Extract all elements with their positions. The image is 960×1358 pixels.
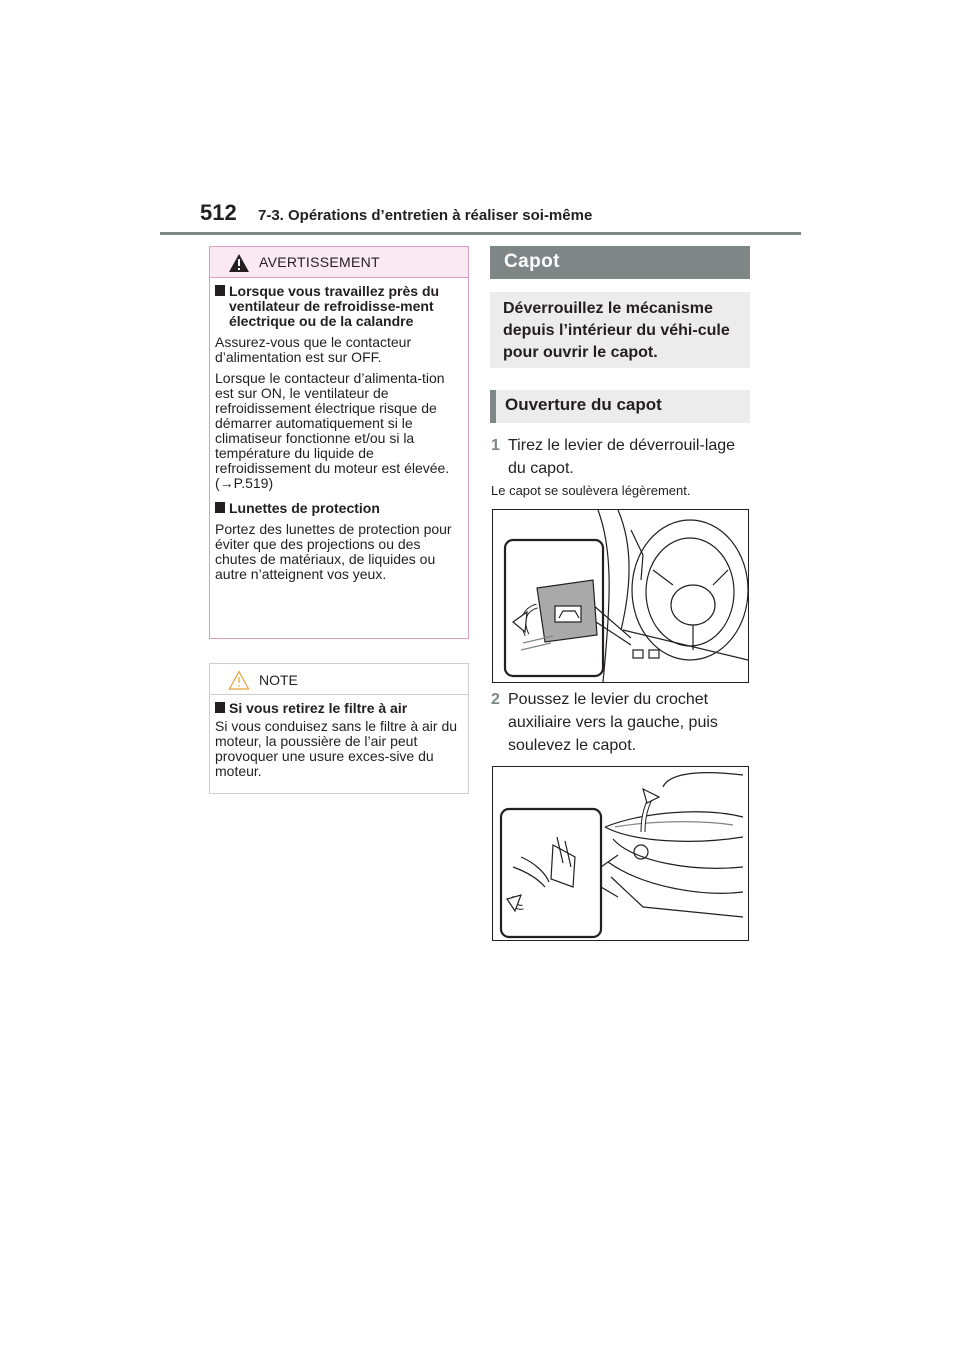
- bullet-square-icon: [215, 702, 225, 713]
- bullet-square-icon: [215, 502, 225, 513]
- step-2: [491, 688, 751, 760]
- warning-heading-fan: Lorsque vous travaillez près du ventilateur de refroidisse-ment électrique ou de la calandre: [215, 284, 463, 329]
- intro-text: Déverrouillez le mécanisme depuis l’intérieur du véhi-cule pour ouvrir le capot.: [503, 300, 730, 361]
- warning-header: [210, 247, 468, 278]
- capot-heading-band: [490, 246, 750, 279]
- warning-paragraph: Portez des lunettes de protection pour éviter que des projections ou des chutes de matériaux, de liquides ou autre n’atteignent vos yeux.: [215, 521, 452, 582]
- note-header: [210, 664, 468, 695]
- step-text: Poussez le levier du crochet auxiliaire vers la gauche, puis soulevez le capot.: [508, 691, 718, 754]
- note-paragraph: Si vous conduisez sans le filtre à air du moteur, la poussière de l’air peut provoquer une usure exces-sive du moteur.: [215, 718, 458, 779]
- bullet-square-icon: [215, 285, 225, 296]
- caution-triangle-icon: [228, 670, 250, 690]
- note-heading: Si vous retirez le filtre à air: [215, 701, 463, 716]
- warning-title: AVERTISSEMENT: [259, 254, 380, 270]
- step-number: 1: [491, 437, 500, 454]
- warning-box: [209, 246, 469, 639]
- subheading-band: [490, 390, 750, 423]
- hood-release-lever-illustration: [492, 509, 749, 683]
- header-rule: [160, 232, 801, 235]
- warning-paragraph: Assurez-vous que le contacteur d’alimentation est sur OFF.: [215, 334, 412, 365]
- step-1-note: Le capot se soulèvera légèrement.: [491, 483, 691, 498]
- note-box: [209, 663, 469, 794]
- step-number: 2: [491, 691, 500, 708]
- note-body: [215, 697, 463, 779]
- warning-triangle-icon: [228, 253, 250, 273]
- warning-body: [215, 280, 463, 582]
- step-1: [491, 434, 751, 482]
- page-number: 512: [200, 200, 237, 225]
- note-title: NOTE: [259, 672, 298, 688]
- auxiliary-catch-illustration: [492, 766, 749, 941]
- warning-heading-goggles: Lunettes de protection: [215, 501, 463, 516]
- step-text: Tirez le levier de déverrouil-lage du capot.: [508, 437, 736, 477]
- subheading-title: Ouverture du capot: [505, 395, 662, 414]
- section-title: 7-3. Opérations d’entretien à réaliser soi-même: [258, 207, 593, 224]
- capot-title: Capot: [504, 251, 560, 272]
- warning-paragraph: Lorsque le contacteur d’alimenta-tion est sur ON, le ventilateur de refroidissement électrique risque de démarrer automatiquement si le climatiseur fonctionne et/ou si la température du liquide de refroidissement du moteur est élevée. (→P.519): [215, 370, 450, 491]
- intro-box: [490, 292, 750, 368]
- subheading-accent-bar: [490, 390, 496, 423]
